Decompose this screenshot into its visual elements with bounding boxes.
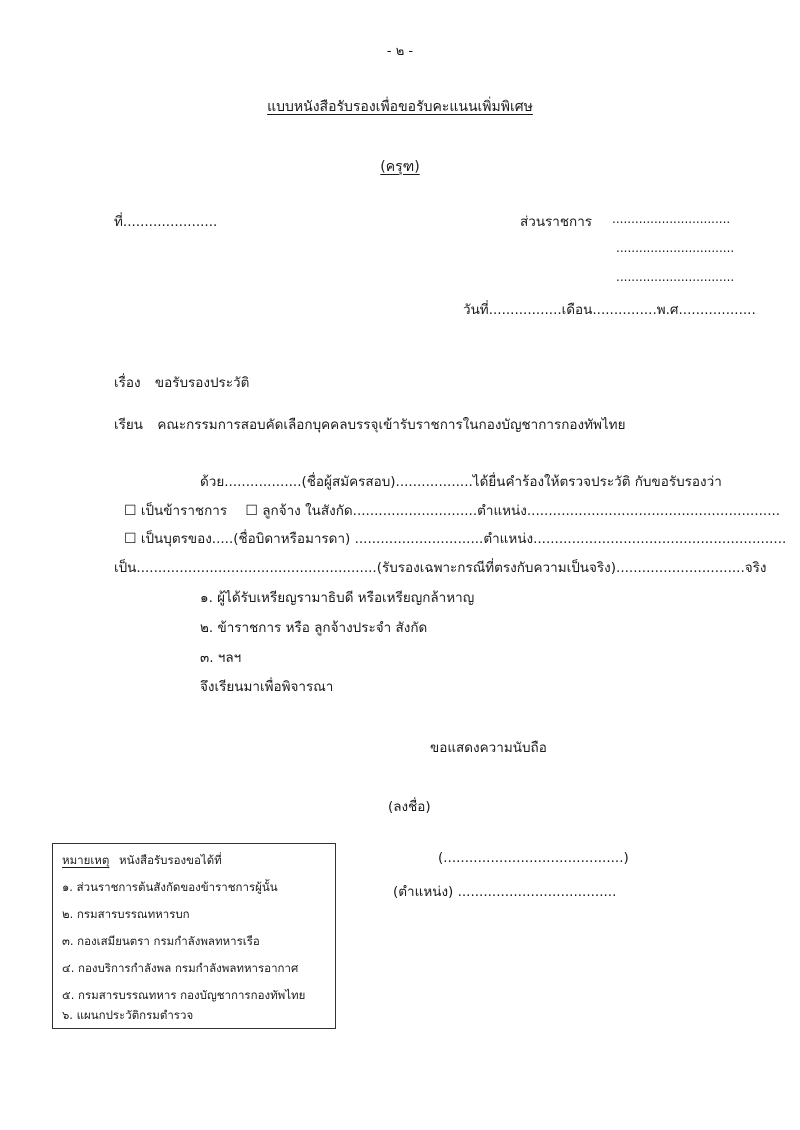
note-box [52,843,336,1029]
option-employee: ลูกจ้าง ในสังกัด.............................ตำแหน่ง........................................................... [262,503,781,519]
checkbox-icon[interactable]: ☐ [124,503,137,519]
document-title: แบบหนังสือรับรองเพื่อขอรับคะแนนเพิ่มพิเศษ [267,99,533,115]
body-item: ๑. ผู้ได้รับเหรียญรามาธิบดี หรือเหรียญกล้าหาญ [200,590,475,606]
note-item: ๒. กรมสารบรรณทหารบก [62,907,190,921]
body-line-applicant: ด้วย..................(ชื่อผู้สมัครสอบ)..................ได้ยื่นคำร้องให้ตรวจประวัติ กับขอรับรองว่า [200,474,722,490]
addressee-value: คณะกรรมการสอบคัดเลือกบุคคลบรรจุเข้ารับราชการในกองบัญชาการกองทัพไทย [157,417,626,433]
note-item: ๔. กองบริการกำลังพล กรมกำลังพลทหารอากาศ [62,961,299,975]
note-item: ๕. กรมสารบรรณทหาร กองบัญชาการกองทัพไทย [62,988,306,1002]
subject-label: เรื่อง [114,375,141,391]
page-number: - ๒ - [386,44,414,59]
note-item: ๑. ส่วนราชการต้นสังกัดของข้าราชการผู้นั้น [62,880,278,894]
reference-number: ที่...................... [114,214,218,230]
note-intro: หนังสือรับรองขอได้ที่ [119,853,222,867]
signature-label: (ลงชื่อ) [388,799,431,815]
signature-name-line: (..........................................) [438,850,629,866]
checkbox-icon[interactable]: ☐ [245,503,258,519]
addressee-row [114,413,626,435]
option-civil-servant: เป็นข้าราชการ [140,503,228,519]
body-line-child-of [124,527,786,549]
subject-value: ขอรับรองประวัติ [154,375,250,391]
regards-line: ขอแสดงความนับถือ [430,740,547,756]
date-line: วันที่.................เดือน...............พ.ศ.................. [463,302,756,318]
addressee-label: เรียน [114,417,144,433]
body-line-employment [124,499,780,521]
garuda-placeholder: (ครุฑ) [380,159,420,175]
agency-line: ............................... [616,270,735,284]
closing-line: จึงเรียนมาเพื่อพิจารณา [200,679,334,695]
subject-row [114,371,249,393]
note-item: ๖. แผนกประวัติกรมตำรวจ [62,1008,194,1022]
agency-line: ............................... [616,241,735,255]
note-label: หมายเหตุ [62,853,110,867]
agency-line: ............................... [612,212,731,226]
body-line-certify: เป็น........................................................(รับรองเฉพาะกรณีที่ตรงกับความเป็นจริง)..............................จริง [114,560,767,576]
signature-position-line: (ตำแหน่ง) ..................................... [393,884,617,900]
note-item: ๓. กองเสมียนตรา กรมกำลังพลทหารเรือ [62,934,260,948]
option-child-of: เป็นบุตรของ.....(ชื่อบิดาหรือมารดา) ..............................ตำแหน่ง........................................................... [140,531,787,547]
body-item: ๓. ฯลฯ [200,650,242,666]
agency-label: ส่วนราชการ [520,214,593,230]
checkbox-icon[interactable]: ☐ [124,531,137,547]
body-item: ๒. ข้าราชการ หรือ ลูกจ้างประจำ สังกัด [200,620,428,636]
